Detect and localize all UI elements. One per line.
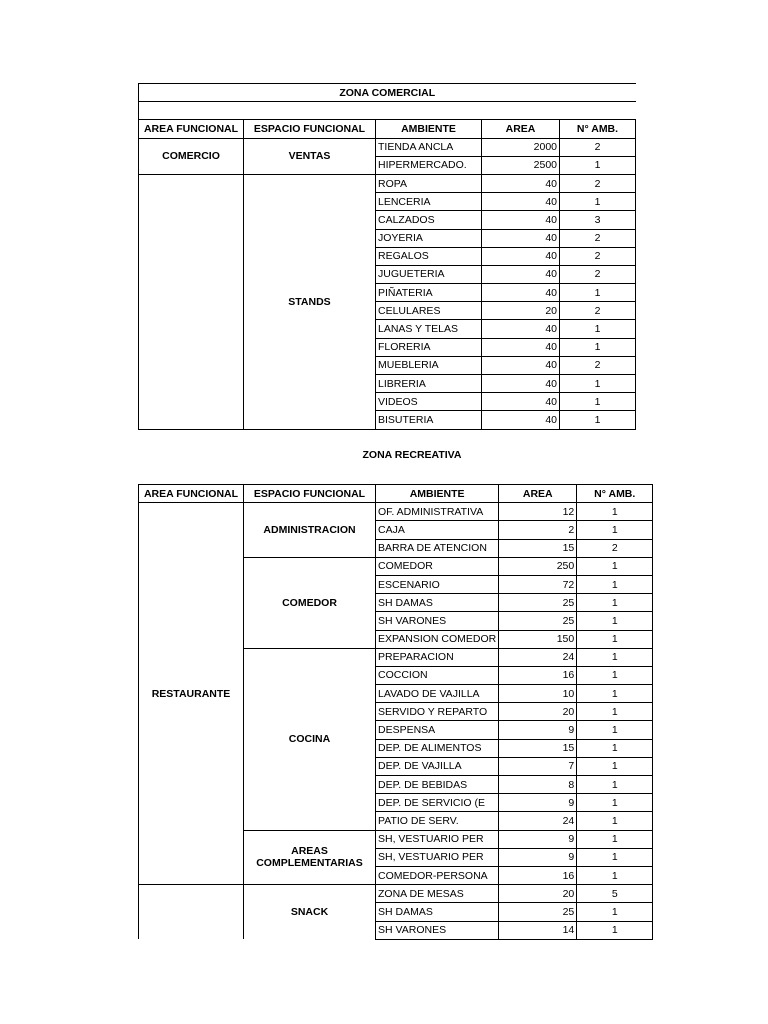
area-cell: 9: [499, 830, 577, 848]
area-cell: 14: [499, 921, 577, 939]
area-cell: 40: [482, 393, 560, 411]
ambiente-cell: SERVIDO Y REPARTO: [376, 703, 499, 721]
area-cell: 9: [499, 848, 577, 866]
n-amb-cell: 1: [577, 685, 653, 703]
table-row: [139, 138, 636, 156]
n-amb-cell: 1: [560, 338, 636, 356]
area-cell: 8: [499, 776, 577, 794]
espacio-funcional-cell: COMEDOR: [244, 557, 376, 648]
ambiente-cell: CELULARES: [376, 302, 482, 320]
ambiente-cell: BISUTERIA: [376, 411, 482, 429]
n-amb-cell: 1: [577, 739, 653, 757]
espacio-funcional-cell: AREAS COMPLEMENTARIAS: [244, 830, 376, 885]
ambiente-cell: JOYERIA: [376, 229, 482, 247]
zona-recreativa-title: ZONA RECREATIVA: [362, 449, 462, 461]
area-cell: 72: [499, 575, 577, 593]
area-funcional-cell: COMERCIO: [139, 138, 244, 174]
ambiente-cell: DEP. DE SERVICIO (E: [376, 794, 499, 812]
n-amb-cell: 2: [560, 138, 636, 156]
area-funcional-cell: [139, 174, 244, 429]
area-cell: 250: [499, 557, 577, 575]
ambiente-cell: CAJA: [376, 521, 499, 539]
zona-recreativa-body: [139, 503, 653, 940]
area-cell: 40: [482, 284, 560, 302]
area-cell: 40: [482, 338, 560, 356]
n-amb-cell: 2: [560, 302, 636, 320]
ambiente-cell: DEP. DE BEBIDAS: [376, 776, 499, 794]
n-amb-cell: 1: [577, 557, 653, 575]
area-cell: 15: [499, 739, 577, 757]
ambiente-cell: MUEBLERIA: [376, 356, 482, 374]
zona-comercial-body: [139, 138, 636, 429]
area-funcional-cell: [139, 885, 244, 940]
ambiente-cell: LENCERIA: [376, 193, 482, 211]
table-row: [139, 885, 653, 903]
ambiente-cell: FLORERIA: [376, 338, 482, 356]
area-cell: 20: [482, 302, 560, 320]
n-amb-cell: 1: [577, 521, 653, 539]
area-cell: 40: [482, 211, 560, 229]
ambiente-cell: TIENDA ANCLA: [376, 138, 482, 156]
espacio-funcional-cell: SNACK: [244, 885, 376, 940]
area-cell: 40: [482, 375, 560, 393]
ambiente-cell: DEP. DE ALIMENTOS: [376, 739, 499, 757]
area-cell: 20: [499, 703, 577, 721]
header-ambiente: AMBIENTE: [376, 120, 482, 138]
header-area-funcional: AREA FUNCIONAL: [139, 485, 244, 503]
area-cell: 40: [482, 247, 560, 265]
header-n-amb: N° AMB.: [577, 485, 653, 503]
n-amb-cell: 1: [560, 375, 636, 393]
area-cell: 24: [499, 648, 577, 666]
ambiente-cell: COMEDOR-PERSONA: [376, 866, 499, 884]
blank-row: [139, 102, 636, 120]
n-amb-cell: 1: [577, 594, 653, 612]
header-area-funcional: AREA FUNCIONAL: [139, 120, 244, 138]
area-cell: 40: [482, 229, 560, 247]
zona-comercial-table: [138, 83, 636, 430]
n-amb-cell: 1: [560, 411, 636, 429]
area-cell: 9: [499, 794, 577, 812]
area-cell: 25: [499, 903, 577, 921]
n-amb-cell: 1: [560, 284, 636, 302]
ambiente-cell: PREPARACION: [376, 648, 499, 666]
n-amb-cell: 5: [577, 885, 653, 903]
ambiente-cell: BARRA DE ATENCION: [376, 539, 499, 557]
n-amb-cell: 1: [577, 812, 653, 830]
n-amb-cell: 1: [577, 503, 653, 521]
table-row: [139, 174, 636, 192]
zona-comercial-title: ZONA COMERCIAL: [139, 84, 636, 102]
area-cell: 16: [499, 866, 577, 884]
n-amb-cell: 1: [560, 156, 636, 174]
area-cell: 7: [499, 757, 577, 775]
header-area: AREA: [482, 120, 560, 138]
zona-comercial-header-row: [139, 120, 636, 138]
n-amb-cell: 1: [577, 703, 653, 721]
zona-comercial-sheet: [138, 83, 636, 430]
n-amb-cell: 1: [577, 794, 653, 812]
area-cell: 16: [499, 666, 577, 684]
n-amb-cell: 2: [560, 265, 636, 283]
n-amb-cell: 1: [577, 757, 653, 775]
ambiente-cell: EXPANSION COMEDOR: [376, 630, 499, 648]
area-cell: 150: [499, 630, 577, 648]
ambiente-cell: HIPERMERCADO.: [376, 156, 482, 174]
area-cell: 40: [482, 356, 560, 374]
ambiente-cell: CALZADOS: [376, 211, 482, 229]
area-cell: 2000: [482, 138, 560, 156]
area-cell: 12: [499, 503, 577, 521]
n-amb-cell: 2: [560, 356, 636, 374]
ambiente-cell: SH DAMAS: [376, 594, 499, 612]
header-espacio-funcional: ESPACIO FUNCIONAL: [244, 120, 376, 138]
n-amb-cell: 2: [577, 539, 653, 557]
ambiente-cell: SH, VESTUARIO PER: [376, 830, 499, 848]
ambiente-cell: SH DAMAS: [376, 903, 499, 921]
area-cell: 2: [499, 521, 577, 539]
ambiente-cell: SH VARONES: [376, 921, 499, 939]
area-cell: 20: [499, 885, 577, 903]
area-cell: 40: [482, 320, 560, 338]
n-amb-cell: 1: [577, 612, 653, 630]
ambiente-cell: ESCENARIO: [376, 575, 499, 593]
table-row: [139, 503, 653, 521]
espacio-funcional-cell: VENTAS: [244, 138, 376, 174]
area-funcional-cell: RESTAURANTE: [139, 503, 244, 885]
ambiente-cell: LAVADO DE VAJILLA: [376, 685, 499, 703]
ambiente-cell: PIÑATERIA: [376, 284, 482, 302]
area-cell: 2500: [482, 156, 560, 174]
ambiente-cell: DEP. DE VAJILLA: [376, 757, 499, 775]
area-cell: 10: [499, 685, 577, 703]
n-amb-cell: 1: [577, 648, 653, 666]
n-amb-cell: 1: [577, 921, 653, 939]
area-cell: 40: [482, 265, 560, 283]
area-cell: 9: [499, 721, 577, 739]
header-area: AREA: [499, 485, 577, 503]
ambiente-cell: DESPENSA: [376, 721, 499, 739]
ambiente-cell: OF. ADMINISTRATIVA: [376, 503, 499, 521]
n-amb-cell: 2: [560, 247, 636, 265]
ambiente-cell: COMEDOR: [376, 557, 499, 575]
espacio-funcional-cell: ADMINISTRACION: [244, 503, 376, 558]
ambiente-cell: COCCION: [376, 666, 499, 684]
espacio-funcional-cell: COCINA: [244, 648, 376, 830]
n-amb-cell: 1: [577, 903, 653, 921]
n-amb-cell: 1: [577, 630, 653, 648]
ambiente-cell: SH, VESTUARIO PER: [376, 848, 499, 866]
ambiente-cell: LANAS Y TELAS: [376, 320, 482, 338]
ambiente-cell: JUGUETERIA: [376, 265, 482, 283]
ambiente-cell: PATIO DE SERV.: [376, 812, 499, 830]
ambiente-cell: REGALOS: [376, 247, 482, 265]
n-amb-cell: 1: [577, 575, 653, 593]
area-cell: 15: [499, 539, 577, 557]
n-amb-cell: 1: [577, 776, 653, 794]
zona-recreativa-table: [138, 484, 653, 940]
zona-recreativa-header-row: [139, 485, 653, 503]
n-amb-cell: 1: [577, 848, 653, 866]
ambiente-cell: ROPA: [376, 174, 482, 192]
header-espacio-funcional: ESPACIO FUNCIONAL: [244, 485, 376, 503]
zona-recreativa-sheet: [138, 484, 653, 940]
n-amb-cell: 3: [560, 211, 636, 229]
n-amb-cell: 1: [560, 193, 636, 211]
n-amb-cell: 2: [560, 229, 636, 247]
ambiente-cell: LIBRERIA: [376, 375, 482, 393]
area-cell: 40: [482, 193, 560, 211]
n-amb-cell: 2: [560, 174, 636, 192]
n-amb-cell: 1: [577, 666, 653, 684]
espacio-funcional-cell: STANDS: [244, 174, 376, 429]
area-cell: 24: [499, 812, 577, 830]
area-cell: 40: [482, 174, 560, 192]
n-amb-cell: 1: [577, 866, 653, 884]
n-amb-cell: 1: [560, 393, 636, 411]
header-n-amb: N° AMB.: [560, 120, 636, 138]
n-amb-cell: 1: [577, 830, 653, 848]
zona-comercial-title-row: [139, 84, 636, 102]
area-cell: 25: [499, 612, 577, 630]
ambiente-cell: ZONA DE MESAS: [376, 885, 499, 903]
area-cell: 25: [499, 594, 577, 612]
header-ambiente: AMBIENTE: [376, 485, 499, 503]
ambiente-cell: SH VARONES: [376, 612, 499, 630]
area-cell: 40: [482, 411, 560, 429]
n-amb-cell: 1: [577, 721, 653, 739]
ambiente-cell: VIDEOS: [376, 393, 482, 411]
n-amb-cell: 1: [560, 320, 636, 338]
